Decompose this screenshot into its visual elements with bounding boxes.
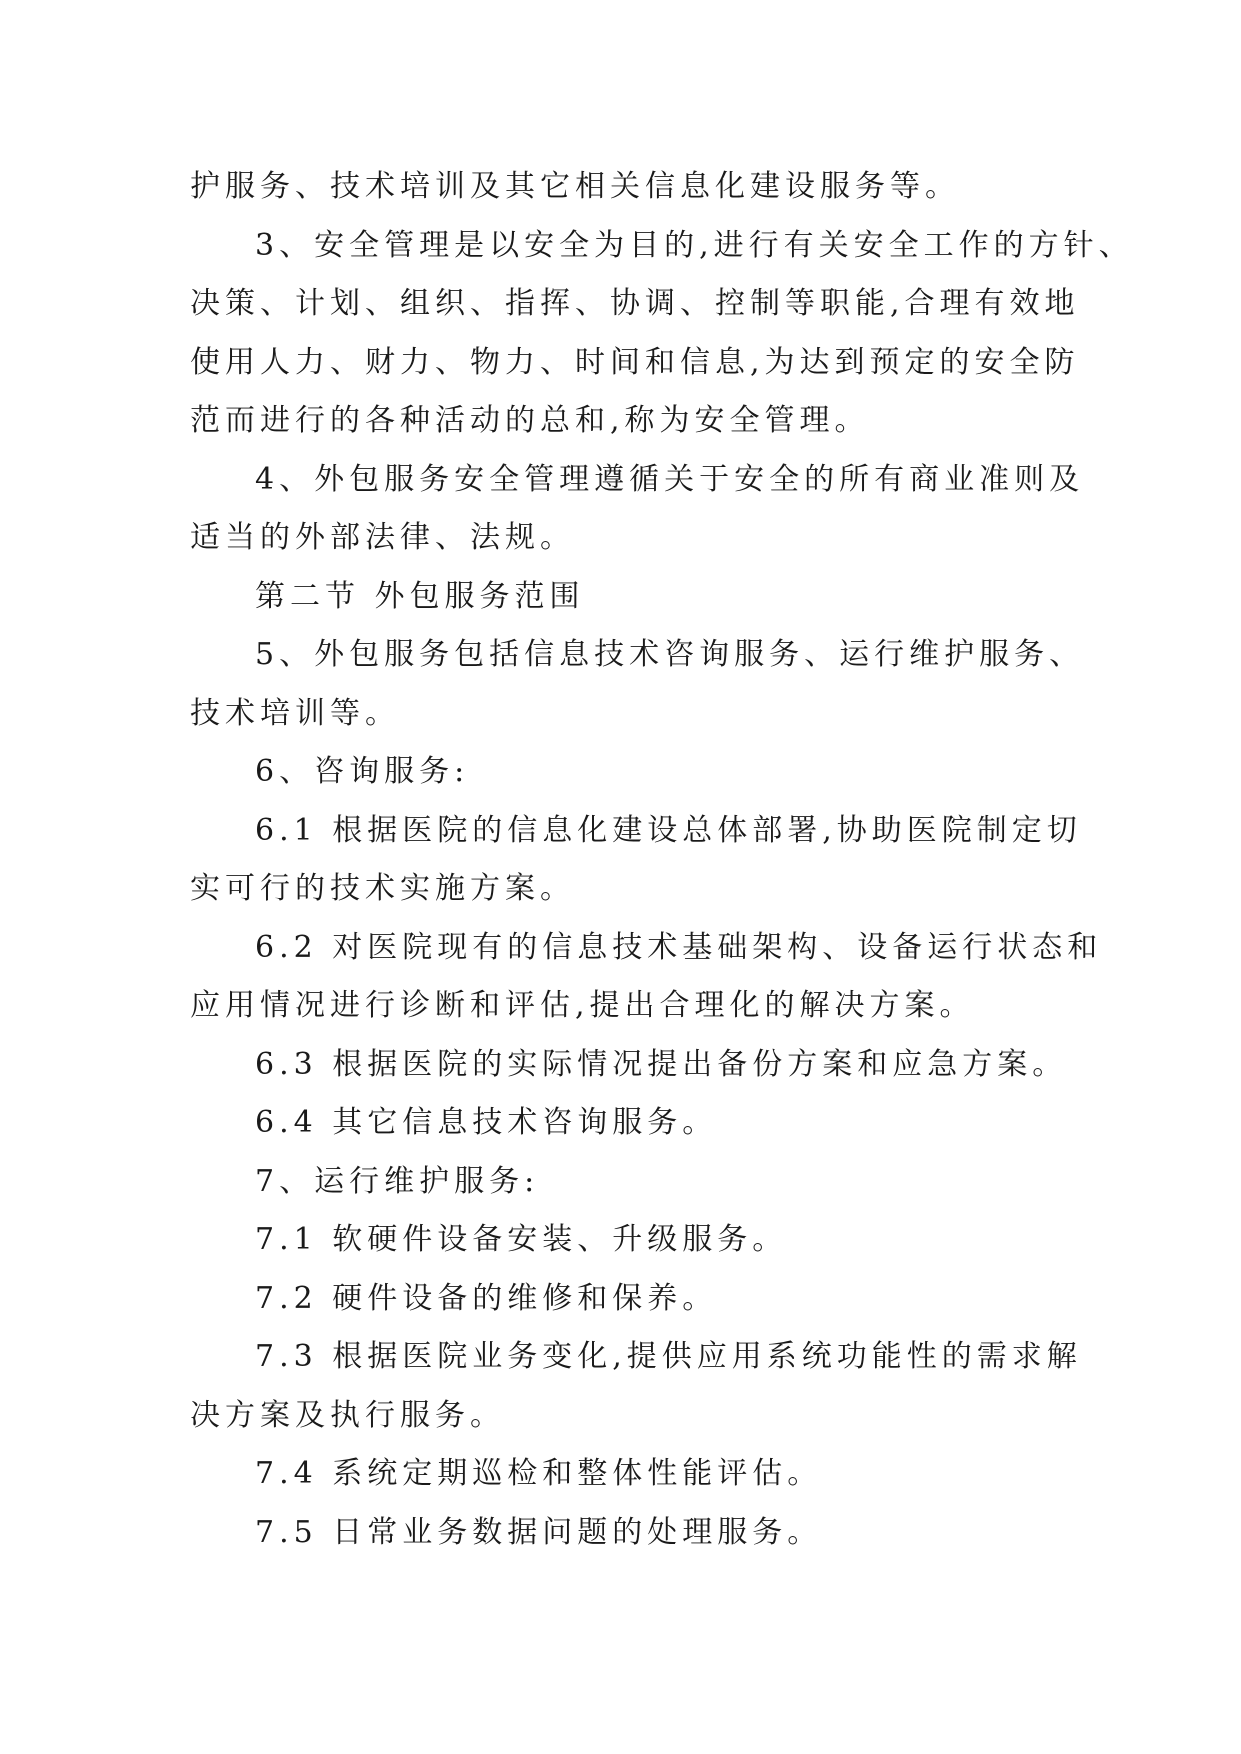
text-line: 7.1 软硬件设备安装、升级服务。 [255, 1222, 788, 1257]
text-line: 使用人力、财力、物力、时间和信息,为达到预定的安全防 [190, 344, 1080, 380]
text-line: 范而进行的各种活动的总和,称为安全管理。 [190, 403, 870, 438]
text-line: 7.4 系统定期巡检和整体性能评估。 [255, 1456, 823, 1491]
text-line: 3、安全管理是以安全为目的,进行有关安全工作的方针、 [255, 227, 1134, 263]
text-line: 6.1 根据医院的信息化建设总体部署,协助医院制定切 [255, 812, 1082, 848]
text-line: 7.3 根据医院业务变化,提供应用系统功能性的需求解 [255, 1339, 1082, 1374]
text-line: 6.2 对医院现有的信息技术基础架构、设备运行状态和 [255, 929, 1103, 965]
section-heading: 第二节 外包服务范围 [255, 578, 585, 614]
text-line: 4、外包服务安全管理遵循关于安全的所有商业准则及 [255, 461, 1085, 497]
text-line: 应用情况进行诊断和评估,提出合理化的解决方案。 [190, 988, 975, 1023]
document-body [190, 158, 1134, 1562]
text-line: 7、运行维护服务: [255, 1163, 540, 1199]
text-line: 6.4 其它信息技术咨询服务。 [255, 1105, 718, 1140]
text-line: 技术培训等。 [190, 695, 400, 731]
text-line: 决方案及执行服务。 [190, 1397, 505, 1433]
text-line: 适当的外部法律、法规。 [190, 520, 575, 555]
text-line: 实可行的技术实施方案。 [190, 871, 575, 906]
text-line: 6.3 根据医院的实际情况提出备份方案和应急方案。 [255, 1046, 1068, 1082]
text-line: 7.2 硬件设备的维修和保养。 [255, 1280, 718, 1316]
text-line: 护服务、技术培训及其它相关信息化建设服务等。 [190, 169, 960, 204]
text-line: 6、咨询服务: [255, 754, 470, 789]
text-line: 5、外包服务包括信息技术咨询服务、运行维护服务、 [255, 637, 1085, 672]
text-line: 决策、计划、组织、指挥、协调、控制等职能,合理有效地 [190, 286, 1080, 321]
text-line: 7.5 日常业务数据问题的处理服务。 [255, 1514, 823, 1550]
